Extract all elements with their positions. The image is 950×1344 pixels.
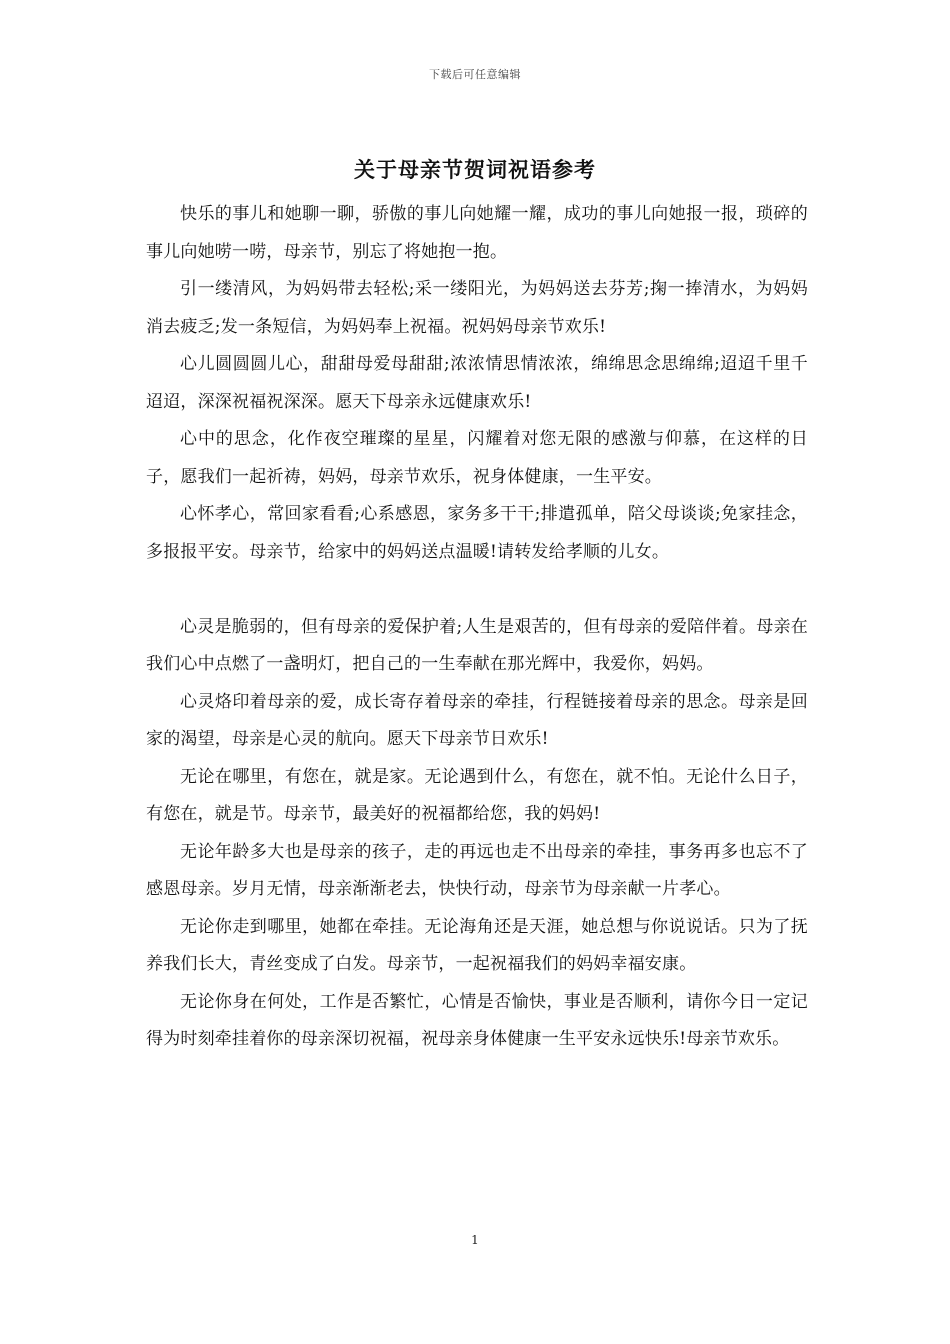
paragraph: 引一缕清风，为妈妈带去轻松;采一缕阳光，为妈妈送去芬芳;掬一捧清水，为妈妈消去疲乏;发一条短信，为妈妈奉上祝福。祝妈妈母亲节欢乐! — [146, 279, 808, 337]
paragraph: 心儿圆圆圆儿心，甜甜母爱母甜甜;浓浓情思情浓浓，绵绵思念思绵绵;迢迢千里千迢迢，深深祝福祝深深。愿天下母亲永远健康欢乐! — [146, 354, 808, 412]
paragraph: 无论在哪里，有您在，就是家。无论遇到什么，有您在，就不怕。无论什么日子，有您在，就是节。母亲节，最美好的祝福都给您，我的妈妈! — [146, 766, 808, 824]
paragraph: 快乐的事儿和她聊一聊，骄傲的事儿向她耀一耀，成功的事儿向她报一报，琐碎的事儿向她唠一唠，母亲节，别忘了将她抱一抱。 — [146, 204, 808, 262]
blank-line — [146, 571, 808, 609]
paragraph: 心灵是脆弱的，但有母亲的爱保护着;人生是艰苦的，但有母亲的爱陪伴着。母亲在我们心中点燃了一盏明灯，把自己的一生奉献在那光辉中，我爱你，妈妈。 — [146, 616, 808, 674]
page-header-note: 下载后可任意编辑 — [429, 68, 521, 81]
paragraph: 心中的思念，化作夜空璀璨的星星，闪耀着对您无限的感激与仰慕，在这样的日子，愿我们一起祈祷，妈妈，母亲节欢乐，祝身体健康，一生平安。 — [146, 429, 808, 487]
document-title: 关于母亲节贺词祝语参考 — [354, 157, 596, 182]
document-body — [146, 196, 808, 1059]
paragraph: 心怀孝心，常回家看看;心系感恩，家务多干干;排遣孤单，陪父母谈谈;免家挂念，多报报平安。母亲节，给家中的妈妈送点温暖!请转发给孝顺的儿女。 — [146, 504, 808, 562]
paragraph: 无论你走到哪里，她都在牵挂。无论海角还是天涯，她总想与你说说话。只为了抚养我们长大，青丝变成了白发。母亲节，一起祝福我们的妈妈幸福安康。 — [146, 916, 808, 974]
page-number: 1 — [471, 1233, 479, 1247]
paragraph: 无论年龄多大也是母亲的孩子，走的再远也走不出母亲的牵挂，事务再多也忘不了感恩母亲。岁月无情，母亲渐渐老去，快快行动，母亲节为母亲献一片孝心。 — [146, 841, 808, 899]
paragraph: 心灵烙印着母亲的爱，成长寄存着母亲的牵挂，行程链接着母亲的思念。母亲是回家的渴望，母亲是心灵的航向。愿天下母亲节日欢乐! — [146, 691, 808, 749]
paragraph: 无论你身在何处，工作是否繁忙，心情是否愉快，事业是否顺利，请你今日一定记得为时刻牵挂着你的母亲深切祝福，祝母亲身体健康一生平安永远快乐!母亲节欢乐。 — [146, 991, 808, 1049]
